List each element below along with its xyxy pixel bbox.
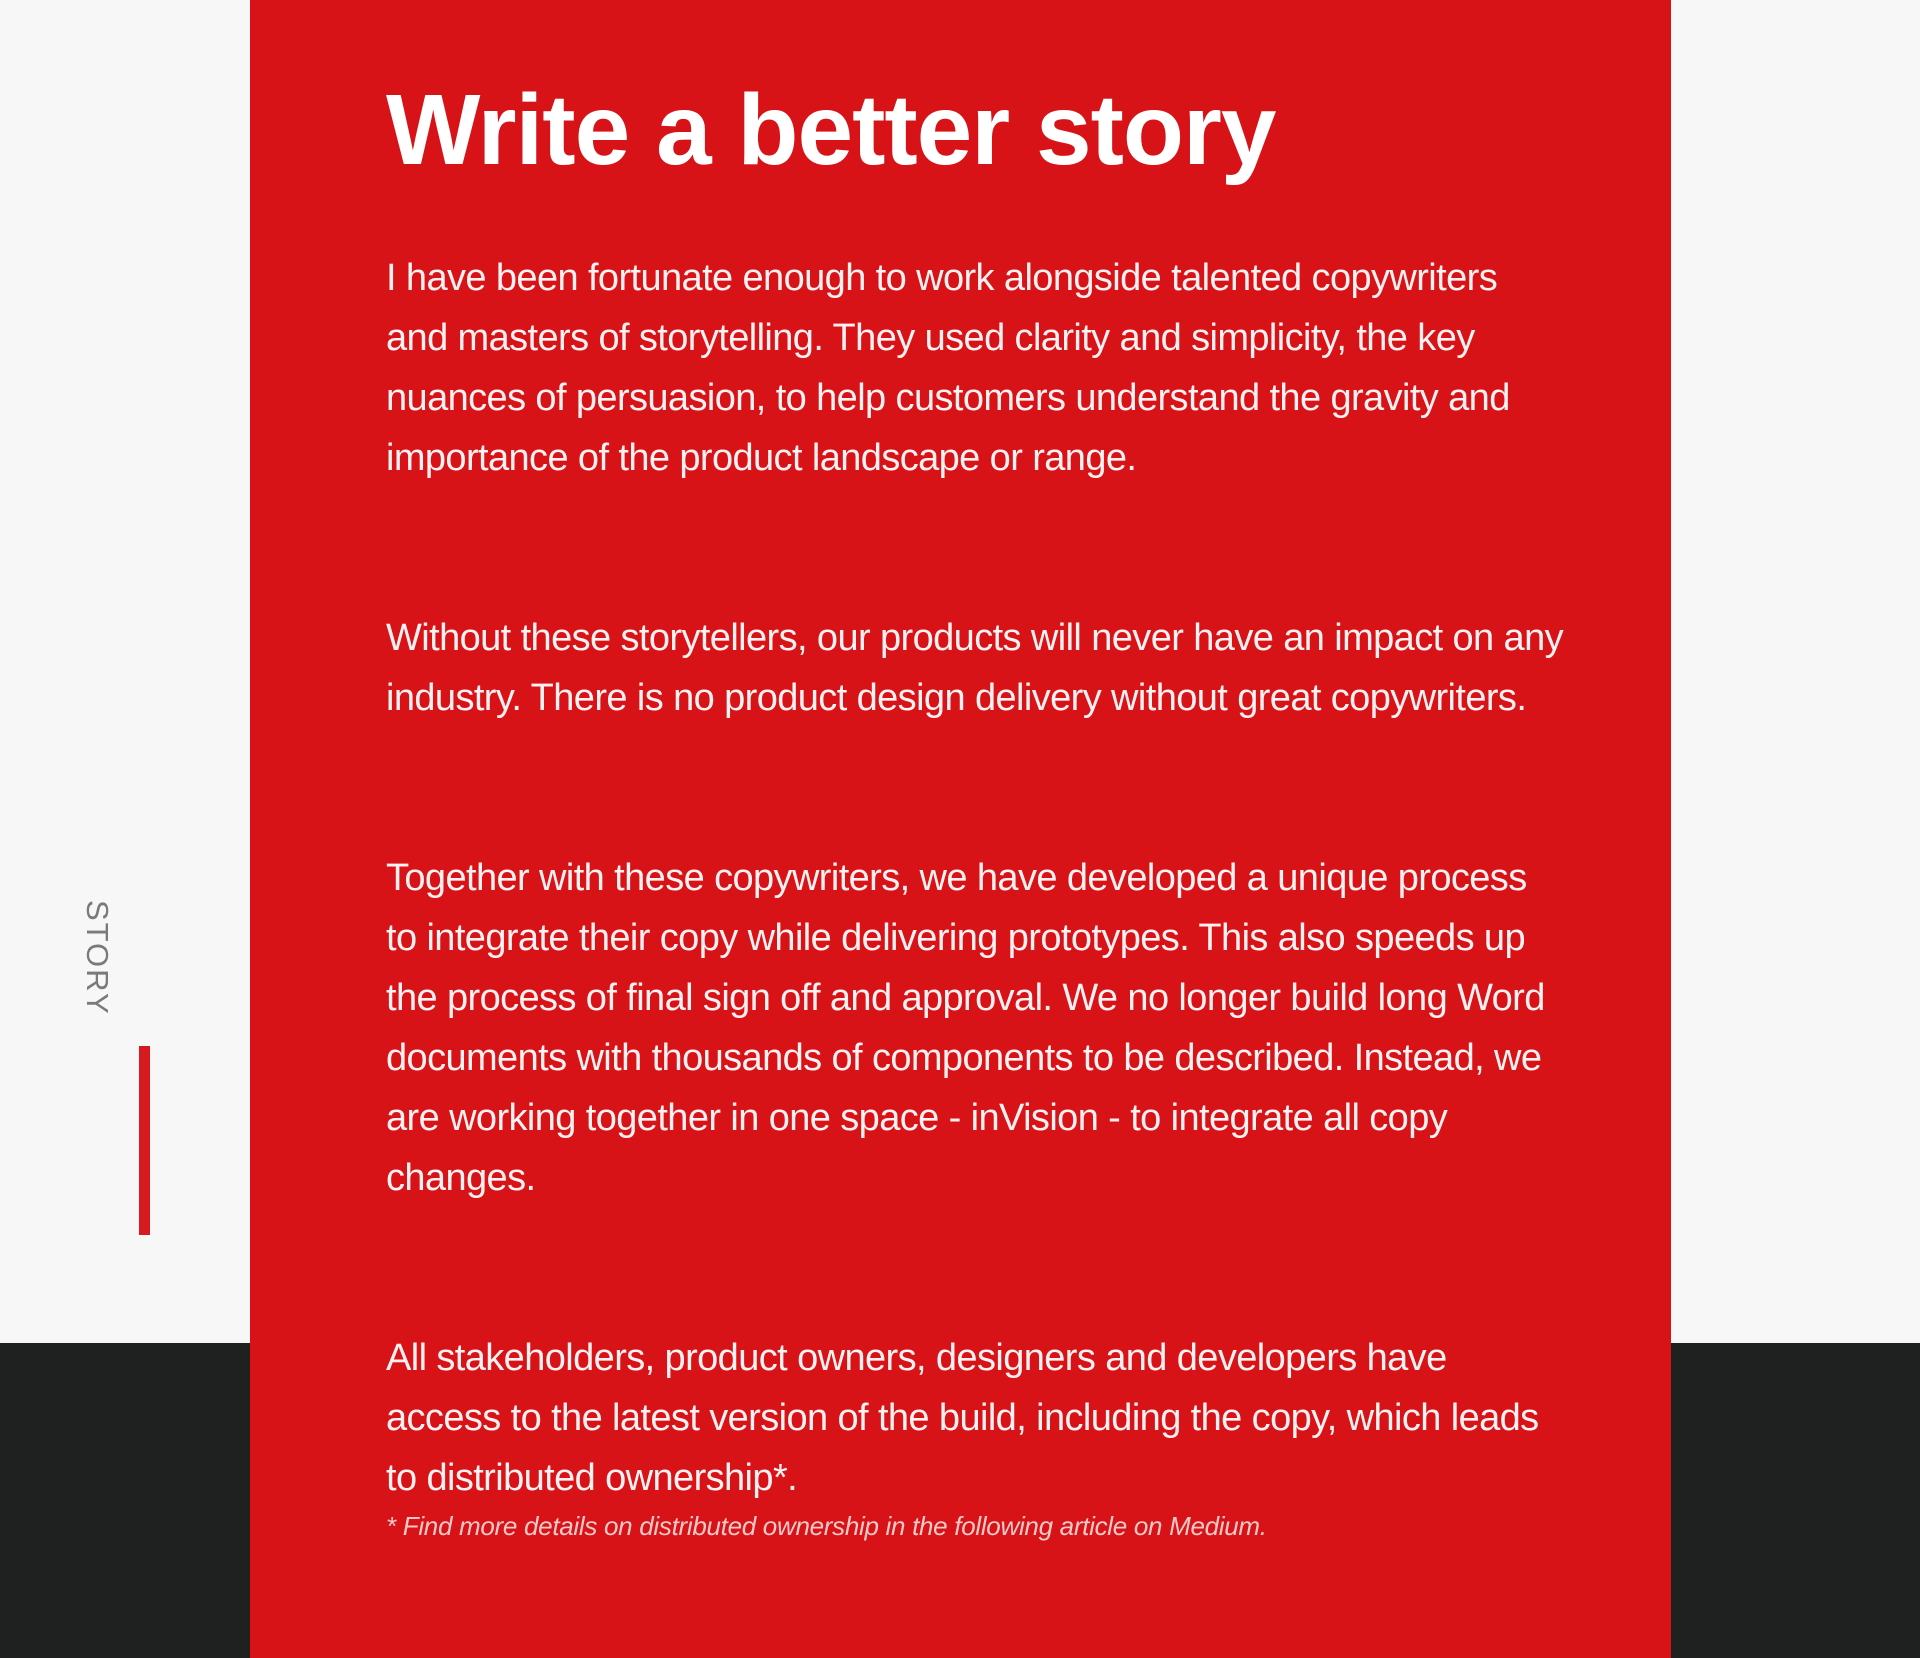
paragraph-block xyxy=(386,848,1566,1208)
article-paragraph: I have been fortunate enough to work alongside talented copywriters and masters of storytelling. They used clarity and simplicity, the key nuances of persuasion, to help customers understand the gravity and importance of the product landscape or range. xyxy=(386,257,1510,479)
paragraph-block xyxy=(386,248,1566,488)
article-content xyxy=(386,65,1566,1541)
article-paragraph: Together with these copywriters, we have developed a unique process to integrate their copy while delivering prototypes. This also speeds up the process of final sign off and approval. We no longer build long Word documents with thousands of components to be described. Instead, we are working together in one space - inVision - to integrate all copy changes. xyxy=(386,857,1545,1199)
section-accent-bar xyxy=(139,1046,150,1235)
paragraph-block xyxy=(386,1328,1566,1508)
article-footnote: * Find more details on distributed ownership in the following article on Medium. xyxy=(386,1511,1267,1541)
article-paragraph: All stakeholders, product owners, designers and developers have access to the latest version of the build, including the copy, which leads to distributed ownership*. xyxy=(386,1337,1539,1499)
article-title: Write a better story xyxy=(386,74,1276,186)
article-paragraph: Without these storytellers, our products will never have an impact on any industry. There is no product design delivery without great copywriters. xyxy=(386,617,1564,719)
section-side-label: STORY xyxy=(80,900,115,1016)
paragraph-block xyxy=(386,608,1566,728)
